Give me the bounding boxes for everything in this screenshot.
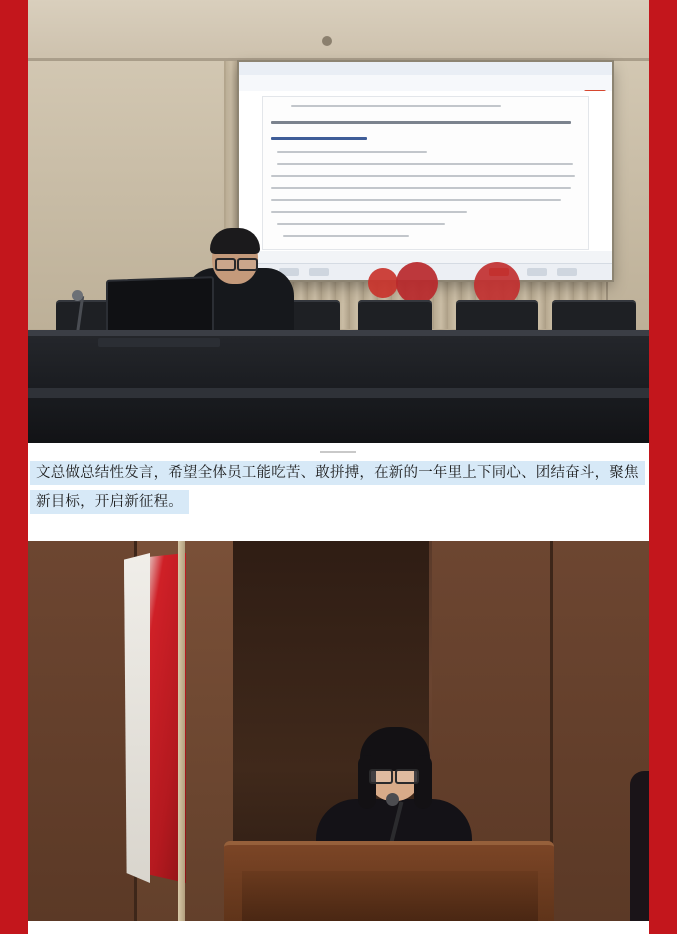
slide-canvas [239, 91, 612, 251]
photo1-laptop-base [98, 338, 220, 347]
photo2-wall-panel [28, 541, 137, 921]
slide-ribbon-toolbar [239, 75, 612, 92]
photo1-microphone-head-icon [72, 290, 83, 301]
podium-speaker-photo [28, 541, 649, 921]
photo2-flag-pole [178, 541, 185, 921]
photo1-ceiling-detector-icon [322, 36, 332, 46]
photo1-table-strip [28, 388, 649, 398]
photo2-speaker-glasses [369, 769, 393, 784]
caption-divider [320, 451, 356, 453]
right-accent-bar [649, 0, 677, 934]
document-text-line [271, 187, 571, 189]
document-text-line [277, 223, 445, 225]
article-content [28, 0, 649, 934]
photo1-logo-circle [368, 268, 398, 298]
caption-block [28, 443, 649, 525]
caption-text-row [28, 459, 649, 517]
status-bar-item [557, 268, 577, 276]
photo2-podium-front [242, 871, 538, 921]
document-subheading-line [271, 137, 367, 140]
document-heading-line [271, 121, 571, 124]
meeting-room-speaker-photo [28, 0, 649, 443]
photo2-flag-highlight [124, 553, 150, 883]
left-accent-bar [0, 0, 28, 934]
photo1-right-wall-panel [606, 61, 649, 329]
document-text-line [271, 199, 561, 201]
document-text-line [271, 175, 575, 177]
photo-caption: 文总做总结性发言，希望全体员工能吃苦、敢拼搏，在新的一年里上下同心、团结奋斗，聚焦新目标，开启新征程。 [30, 461, 645, 514]
document-text-line [277, 151, 427, 153]
document-text-line [283, 235, 409, 237]
photo1-ceiling [28, 0, 649, 60]
photo1-speaker-glasses [237, 258, 258, 271]
status-bar-item [527, 268, 547, 276]
document-text-line [277, 163, 573, 165]
slide-window-titlebar [239, 62, 612, 76]
photo2-microphone-head-icon [386, 793, 399, 806]
slide-document [263, 97, 588, 249]
photo2-speaker-glasses [395, 769, 419, 784]
photo2-foreground-person [630, 771, 649, 921]
status-bar-item [309, 268, 329, 276]
document-text-line [271, 211, 467, 213]
photo1-speaker-glasses [215, 258, 236, 271]
photo1-table-edge [28, 330, 649, 336]
photo1-projection-screen [239, 62, 612, 280]
document-text-line [291, 105, 501, 107]
photo1-logo-circle [396, 262, 438, 304]
